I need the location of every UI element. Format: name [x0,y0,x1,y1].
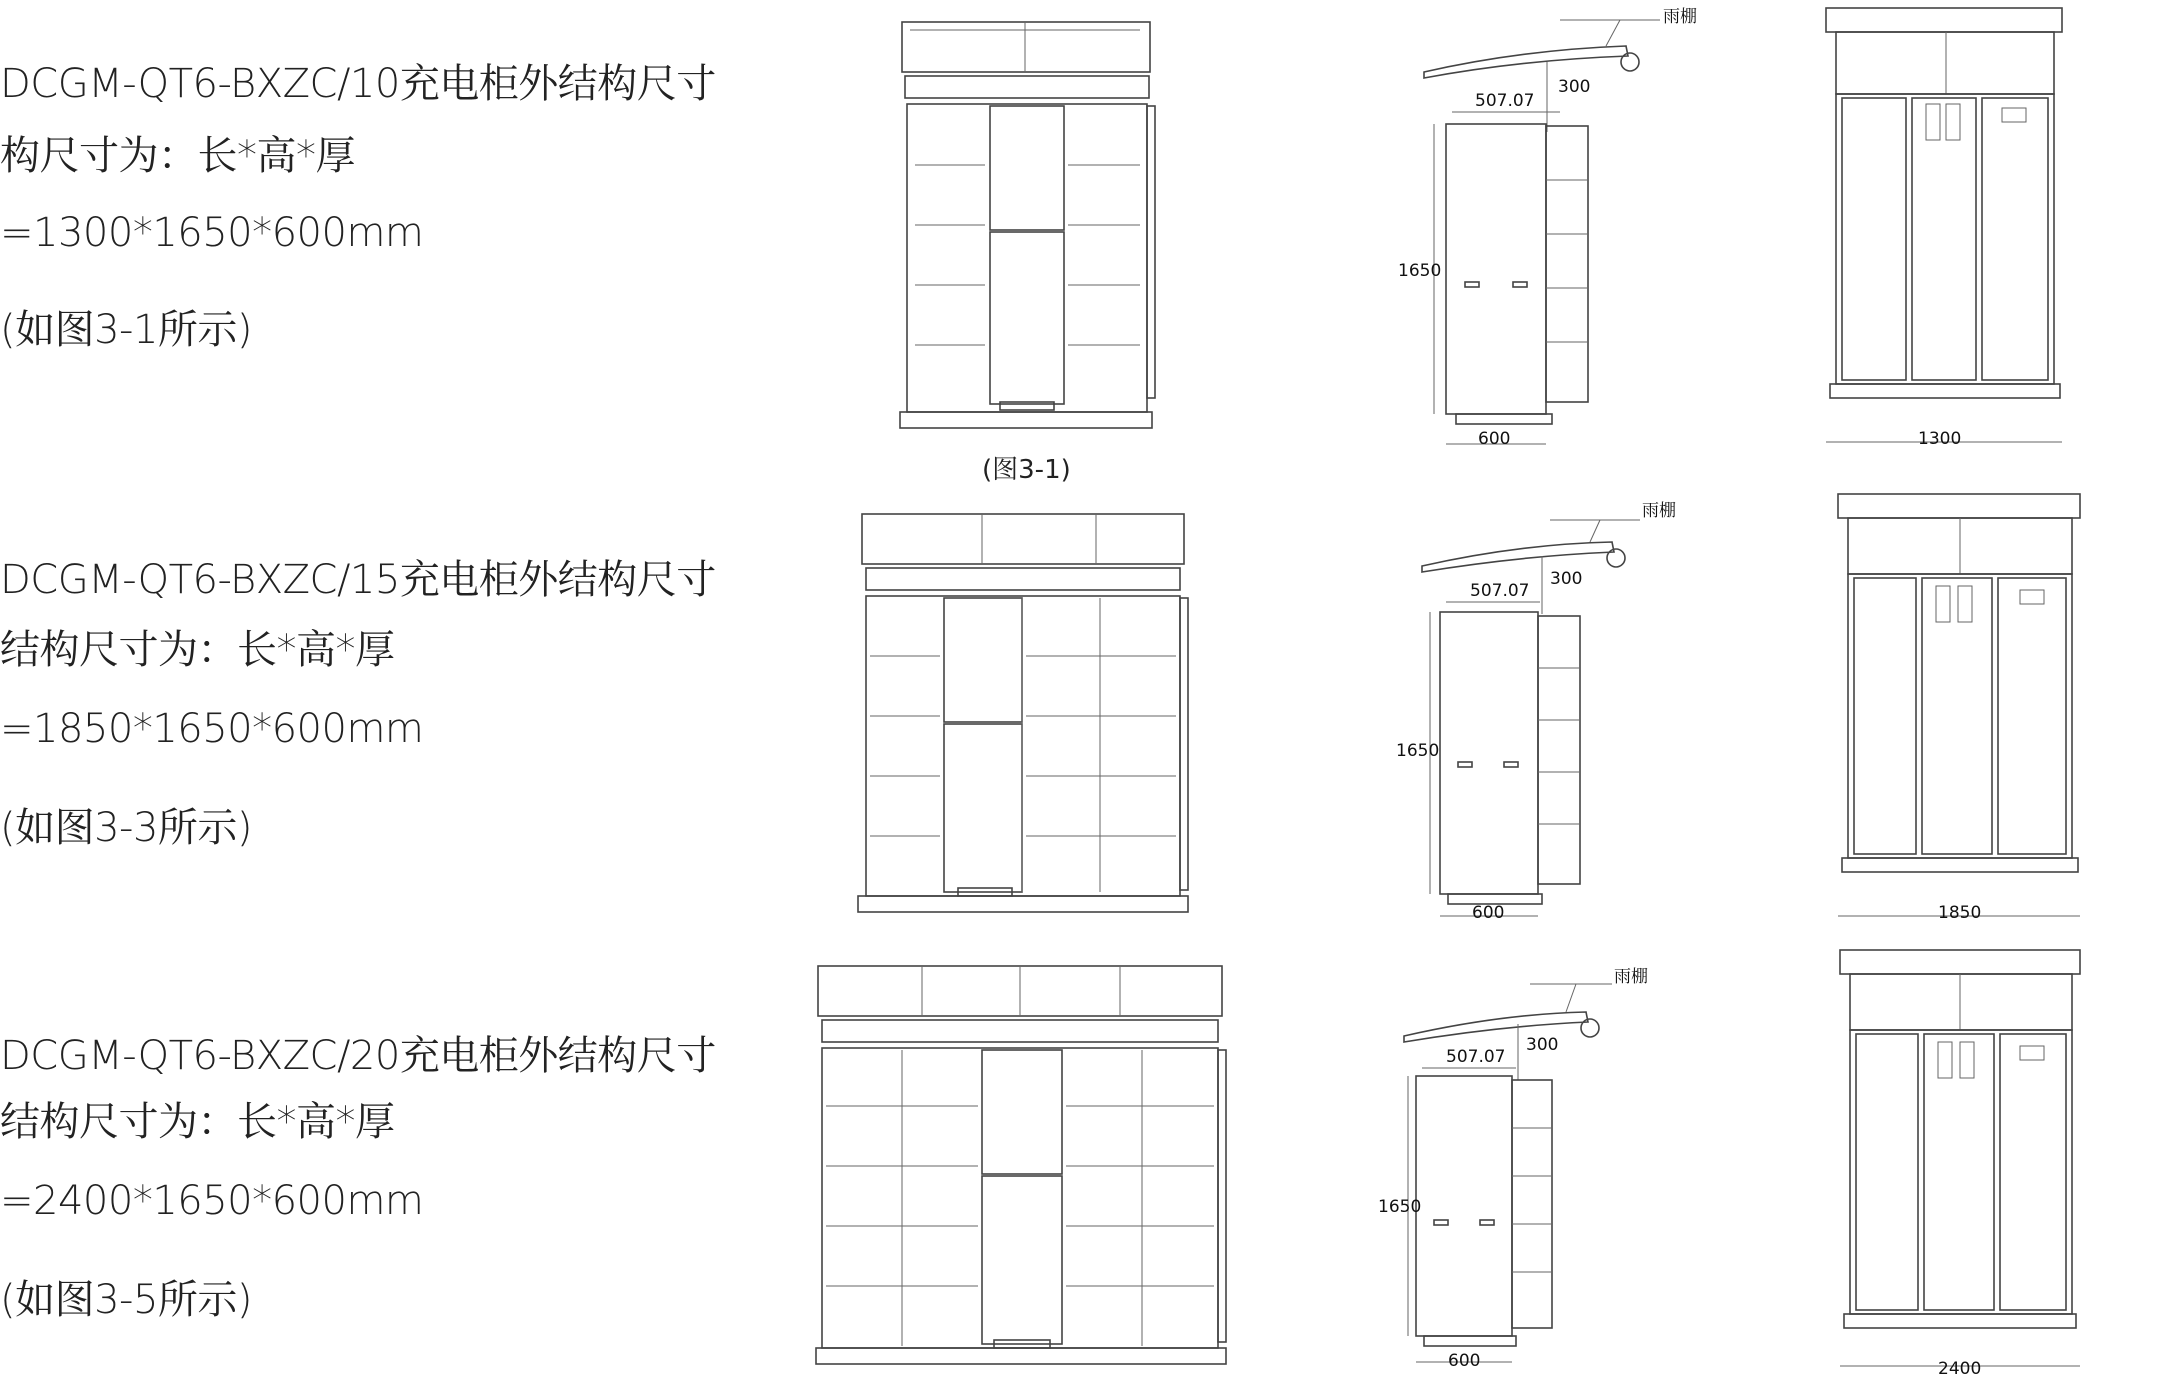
back-view-20 [1840,950,2080,1379]
side-view-10 [1398,7,1697,449]
spec-dims-label: 构尺寸为：长*高*厚 [0,133,355,179]
depth-dim: 600 [1472,903,1505,923]
figure-label: (图3-1) [982,455,1071,485]
spec-dims-value: =1300*1650*600mm [0,210,424,256]
height-dim: 1650 [1398,261,1442,281]
canopy-label: 雨棚 [1614,967,1648,987]
height-dim: 1650 [1378,1197,1422,1217]
offset-dim: 507.07 [1475,91,1535,111]
depth-dim: 600 [1448,1351,1481,1371]
spec-figure-ref: (如图3-5所示) [0,1277,253,1323]
spec-dims-value: =1850*1650*600mm [0,706,424,752]
canopy-label: 雨棚 [1663,7,1697,27]
spec-dims-label: 结构尺寸为：长*高*厚 [0,627,395,673]
overhang-dim: 300 [1526,1035,1559,1055]
spec-figure-ref: (如图3-1所示) [0,307,253,353]
depth-dim: 600 [1478,429,1511,449]
height-dim: 1650 [1396,741,1440,761]
back-view-10 [1826,8,2062,449]
width-dim: 1850 [1938,903,1982,923]
side-view-20 [1378,967,1648,1371]
spec-dims-value: =2400*1650*600mm [0,1178,424,1224]
back-view-15 [1838,494,2080,923]
front-view-20 [816,966,1226,1364]
offset-dim: 507.07 [1470,581,1530,601]
overhang-dim: 300 [1550,569,1583,589]
width-dim: 1300 [1918,429,1962,449]
canopy-label: 雨棚 [1642,501,1676,521]
front-view-15 [858,514,1188,912]
width-dim: 2400 [1938,1359,1982,1379]
spec-figure-ref: (如图3-3所示) [0,805,253,851]
spec-model: DCGM-QT6-BXZC/10充电柜外结构尺寸 [0,61,716,107]
side-view-15 [1396,501,1676,923]
overhang-dim: 300 [1558,77,1591,97]
offset-dim: 507.07 [1446,1047,1506,1067]
spec-model: DCGM-QT6-BXZC/20充电柜外结构尺寸 [0,1033,716,1079]
spec-dims-label: 结构尺寸为：长*高*厚 [0,1099,395,1145]
front-view-10 [900,22,1155,485]
spec-model: DCGM-QT6-BXZC/15充电柜外结构尺寸 [0,557,716,603]
